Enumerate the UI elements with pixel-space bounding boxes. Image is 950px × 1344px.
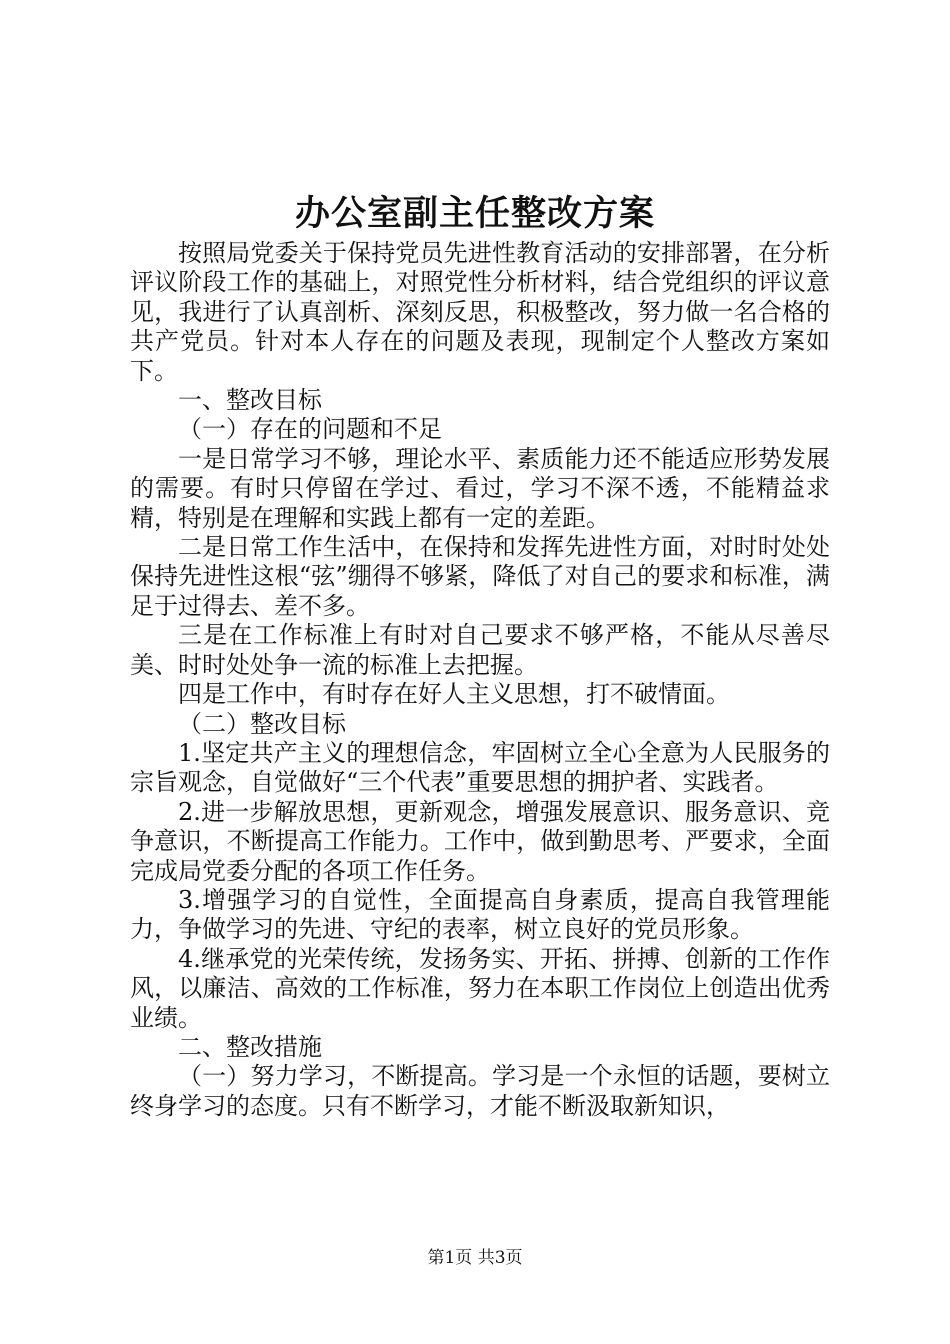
body-paragraph: 四是工作中，有时存在好人主义思想，打不破情面。 bbox=[178, 680, 730, 709]
body-paragraph: 一是日常学习不够，理论水平、素质能力还不能适应形势发展的需要。有时只停留在学过、看过，学习不深不透，不能精益求精，特别是在理解和实践上都有一定的差距。 bbox=[130, 444, 830, 532]
intro-paragraph: 按照局党委关于保持党员先进性教育活动的安排部署，在分析评议阶段工作的基础上，对照党性分析材料，结合党组织的评议意见，我进行了认真剖析、深刻反思，积极整改，努力做一名合格的共产党员。针对本人存在的问题及表现，现制定个人整改方案如下。 bbox=[130, 239, 830, 385]
section-heading: 一、整改目标 bbox=[178, 386, 322, 415]
section-heading: 二、整改措施 bbox=[178, 1032, 322, 1061]
numbered-item: 1.坚定共产主义的理想信念，牢固树立全心全意为人民服务的宗旨观念，自觉做好“三个代表”重要思想的拥护者、实践者。 bbox=[130, 738, 830, 797]
subsection-heading: （一）存在的问题和不足 bbox=[178, 415, 442, 444]
body-paragraph: 三是在工作标准上有时对自己要求不够严格，不能从尽善尽美、时时处处争一流的标准上去把握。 bbox=[130, 621, 830, 679]
document-title: 办公室副主任整改方案 bbox=[294, 194, 655, 234]
page-number: 第1页 共3页 bbox=[427, 1248, 523, 1268]
numbered-item: 3.增强学习的自觉性，全面提高自身素质，提高自我管理能力，争做学习的先进、守纪的表率，树立良好的党员形象。 bbox=[130, 885, 830, 944]
subsection-heading: （二）整改目标 bbox=[178, 709, 346, 738]
document-body bbox=[130, 239, 830, 1121]
numbered-item: 2.进一步解放思想，更新观念，增强发展意识、服务意识、竞争意识，不断提高工作能力。工作中，做到勤思考、严要求，全面完成局党委分配的各项工作任务。 bbox=[130, 797, 830, 885]
body-paragraph: （一）努力学习，不断提高。学习是一个永恒的话题，要树立终身学习的态度。只有不断学习，才能不断汲取新知识， bbox=[130, 1062, 830, 1120]
numbered-item: 4.继承党的光荣传统，发扬务实、开拓、拼搏、创新的工作作风，以廉洁、高效的工作标准，努力在本职工作岗位上创造出优秀业绩。 bbox=[130, 944, 830, 1032]
body-paragraph: 二是日常工作生活中，在保持和发挥先进性方面，对时时处处保持先进性这根“弦”绷得不够紧，降低了对自己的要求和标准，满足于过得去、差不多。 bbox=[130, 533, 830, 620]
